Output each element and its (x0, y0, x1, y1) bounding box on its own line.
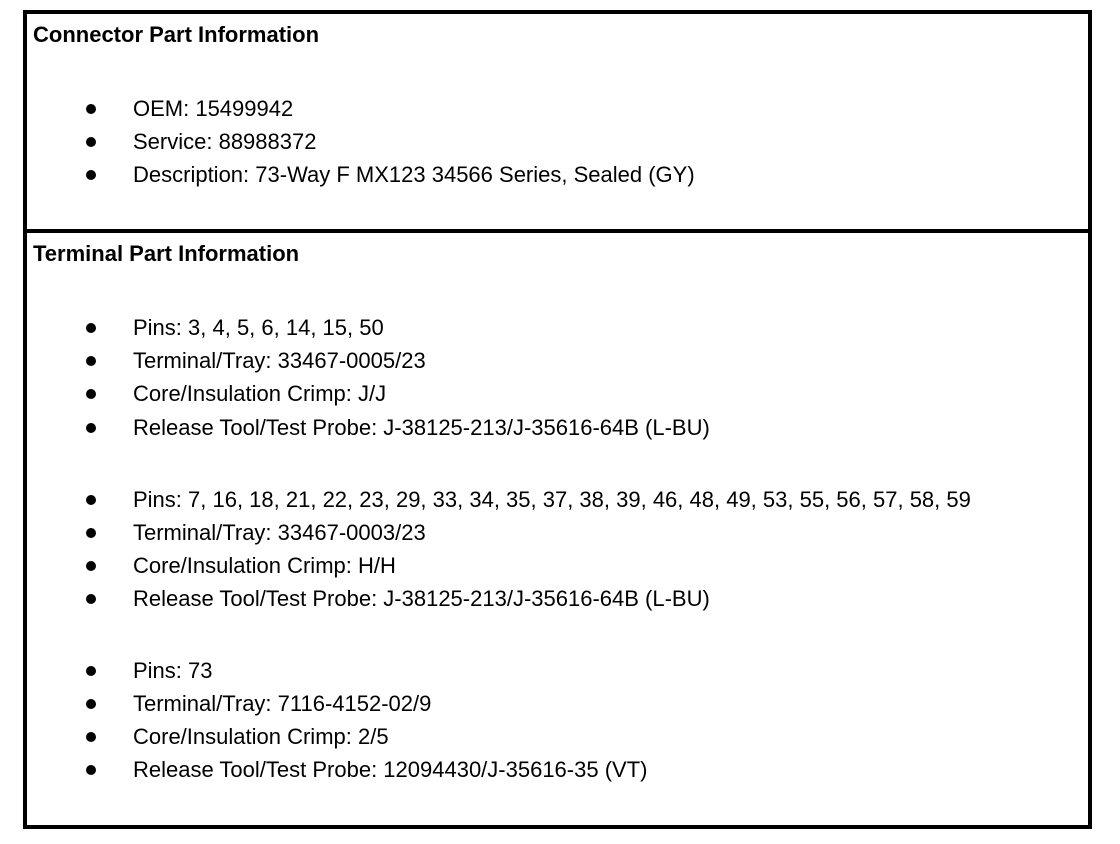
list-item-text: Release Tool/Test Probe: J-38125-213/J-35616-64B (L-BU) (133, 415, 710, 440)
list-item-text: OEM: 15499942 (133, 96, 294, 121)
list-item-text: Core/Insulation Crimp: H/H (133, 553, 396, 578)
bullet-icon (86, 323, 96, 333)
list-item-text: Terminal/Tray: 7116-4152-02/9 (133, 691, 432, 716)
list-item-text: Release Tool/Test Probe: J-38125-213/J-35616-64B (L-BU) (133, 586, 710, 611)
bullet-icon (86, 137, 96, 147)
bullet-icon (86, 666, 96, 676)
bullet-icon (86, 423, 96, 433)
list-item-text: Release Tool/Test Probe: 12094430/J-35616-35 (VT) (133, 757, 648, 782)
bullet-icon (86, 699, 96, 709)
list-item-text: Terminal/Tray: 33467-0003/23 (133, 520, 426, 545)
list-item-text: Core/Insulation Crimp: J/J (133, 381, 387, 406)
bullet-icon (86, 389, 96, 399)
terminal-section-title: Terminal Part Information (33, 241, 300, 266)
list-item-text: Pins: 73 (133, 658, 213, 683)
bullet-icon (86, 495, 96, 505)
bullet-icon (86, 170, 96, 180)
list-item-text: Service: 88988372 (133, 129, 317, 154)
bullet-icon (86, 732, 96, 742)
bullet-icon (86, 561, 96, 571)
bullet-icon (86, 528, 96, 538)
bullet-icon (86, 104, 96, 114)
list-item-text: Terminal/Tray: 33467-0005/23 (133, 348, 426, 373)
bullet-icon (86, 765, 96, 775)
bullet-icon (86, 594, 96, 604)
parts-info-table (23, 10, 1092, 829)
terminal-section (27, 233, 1088, 825)
connector-section (27, 14, 1088, 232)
list-item-text: Description: 73-Way F MX123 34566 Series, Sealed (GY) (133, 162, 695, 187)
list-item-text: Core/Insulation Crimp: 2/5 (133, 724, 389, 749)
list-item-text: Pins: 7, 16, 18, 21, 22, 23, 29, 33, 34, 35, 37, 38, 39, 46, 48, 49, 53, 55, 56, 57, 58, 59 (133, 487, 971, 512)
connector-section-title: Connector Part Information (33, 22, 320, 47)
bullet-icon (86, 356, 96, 366)
list-item-text: Pins: 3, 4, 5, 6, 14, 15, 50 (133, 315, 384, 340)
